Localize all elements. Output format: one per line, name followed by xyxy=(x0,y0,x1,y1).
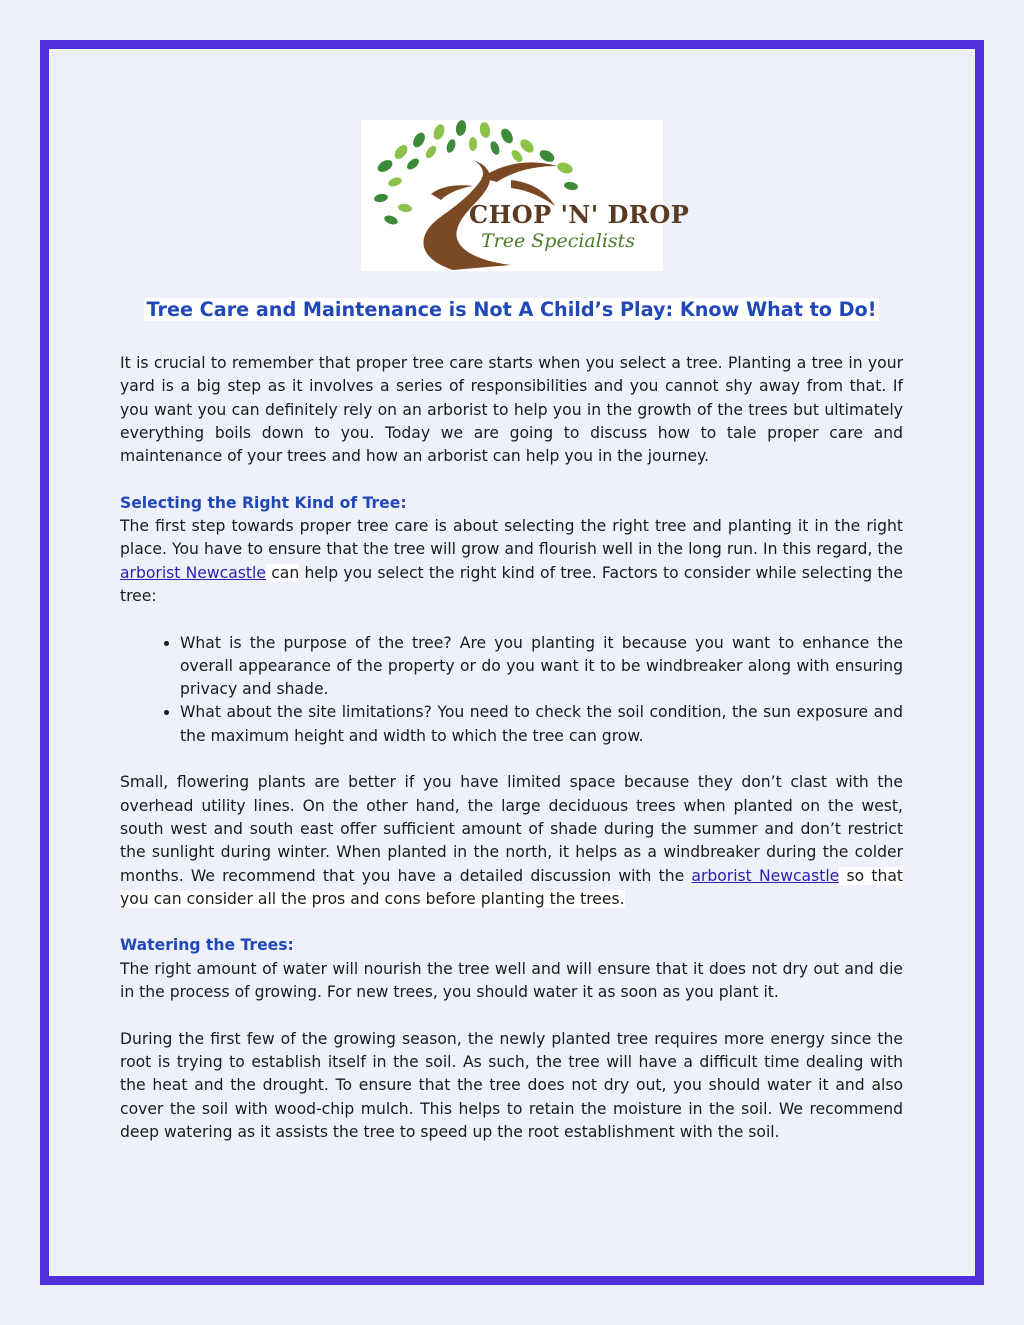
factors-list xyxy=(120,632,903,748)
arborist-newcastle-link[interactable]: arborist Newcastle xyxy=(691,866,840,885)
growing-season-paragraph: During the first few of the growing season, the newly planted tree requires more energy since the root is trying to establish itself in the soil. As such, the tree will have a difficult time dealing with the heat and the drought. To ensure that the tree does not dry out, you should water it and also cover the soil with wood-chip mulch. This helps to retain the moisture in the soil. We recommend deep watering as it assists the tree to speed up the root establishment with the soil. xyxy=(120,1029,903,1141)
arborist-newcastle-link[interactable]: arborist Newcastle xyxy=(120,563,266,582)
page-title: Tree Care and Maintenance is Not A Child’s Play: Know What to Do! xyxy=(120,298,903,322)
company-logo xyxy=(361,120,690,271)
article-body xyxy=(120,298,903,1167)
list-item: • What is the purpose of the tree? Are you planting it because you want to enhance the overall appearance of the property or do you want it to be windbreaker along with ensuring privacy and shade. xyxy=(180,632,903,702)
watering-paragraph: The right amount of water will nourish the tree well and will ensure that it does not dry out and die in the process of growing. For new trees, you should water it as soon as you plant it. xyxy=(120,959,903,1002)
section-heading-selecting: Selecting the Right Kind of Tree: xyxy=(120,493,407,512)
logo-tagline: Tree Specialists xyxy=(481,230,636,252)
intro-paragraph: It is crucial to remember that proper tree care starts when you select a tree. Planting a tree in your yard is a big step as it involves a series of responsibilities and you cannot shy away from that. If you want you can definitely rely on an arborist to help you in the growth of the trees but ultimately everything boils down to you. Today we are going to discuss how to tale proper care and maintenance of your trees and how an arborist can help you in the journey. xyxy=(120,354,903,466)
page-frame xyxy=(40,40,984,1285)
selecting-paragraph: The first step towards proper tree care is about selecting the right tree and planting it in the right place. You have to ensure that the tree will grow and flourish well in the long run. In this regard, the arborist Newcastle can help you select the right kind of tree. Factors to consider while selecting the tree: xyxy=(120,517,903,605)
space-paragraph: Small, flowering plants are better if you have limited space because they don’t clast with the overhead utility lines. On the other hand, the large deciduous trees when planted on the west, south west and south east offer sufficient amount of shade during the summer and don’t restrict the sunlight during winter. When planted in the north, it helps as a windbreaker during the colder months. We recommend that you have a detailed discussion with the arborist Newcastle so that you can consider all the pros and cons before planting the trees. xyxy=(120,773,903,908)
section-heading-watering: Watering the Trees: xyxy=(120,936,294,955)
list-item: • What about the site limitations? You need to check the soil condition, the sun exposure and the maximum height and width to which the tree can grow. xyxy=(180,701,903,748)
logo-name: CHOP 'N' DROP xyxy=(469,200,690,229)
